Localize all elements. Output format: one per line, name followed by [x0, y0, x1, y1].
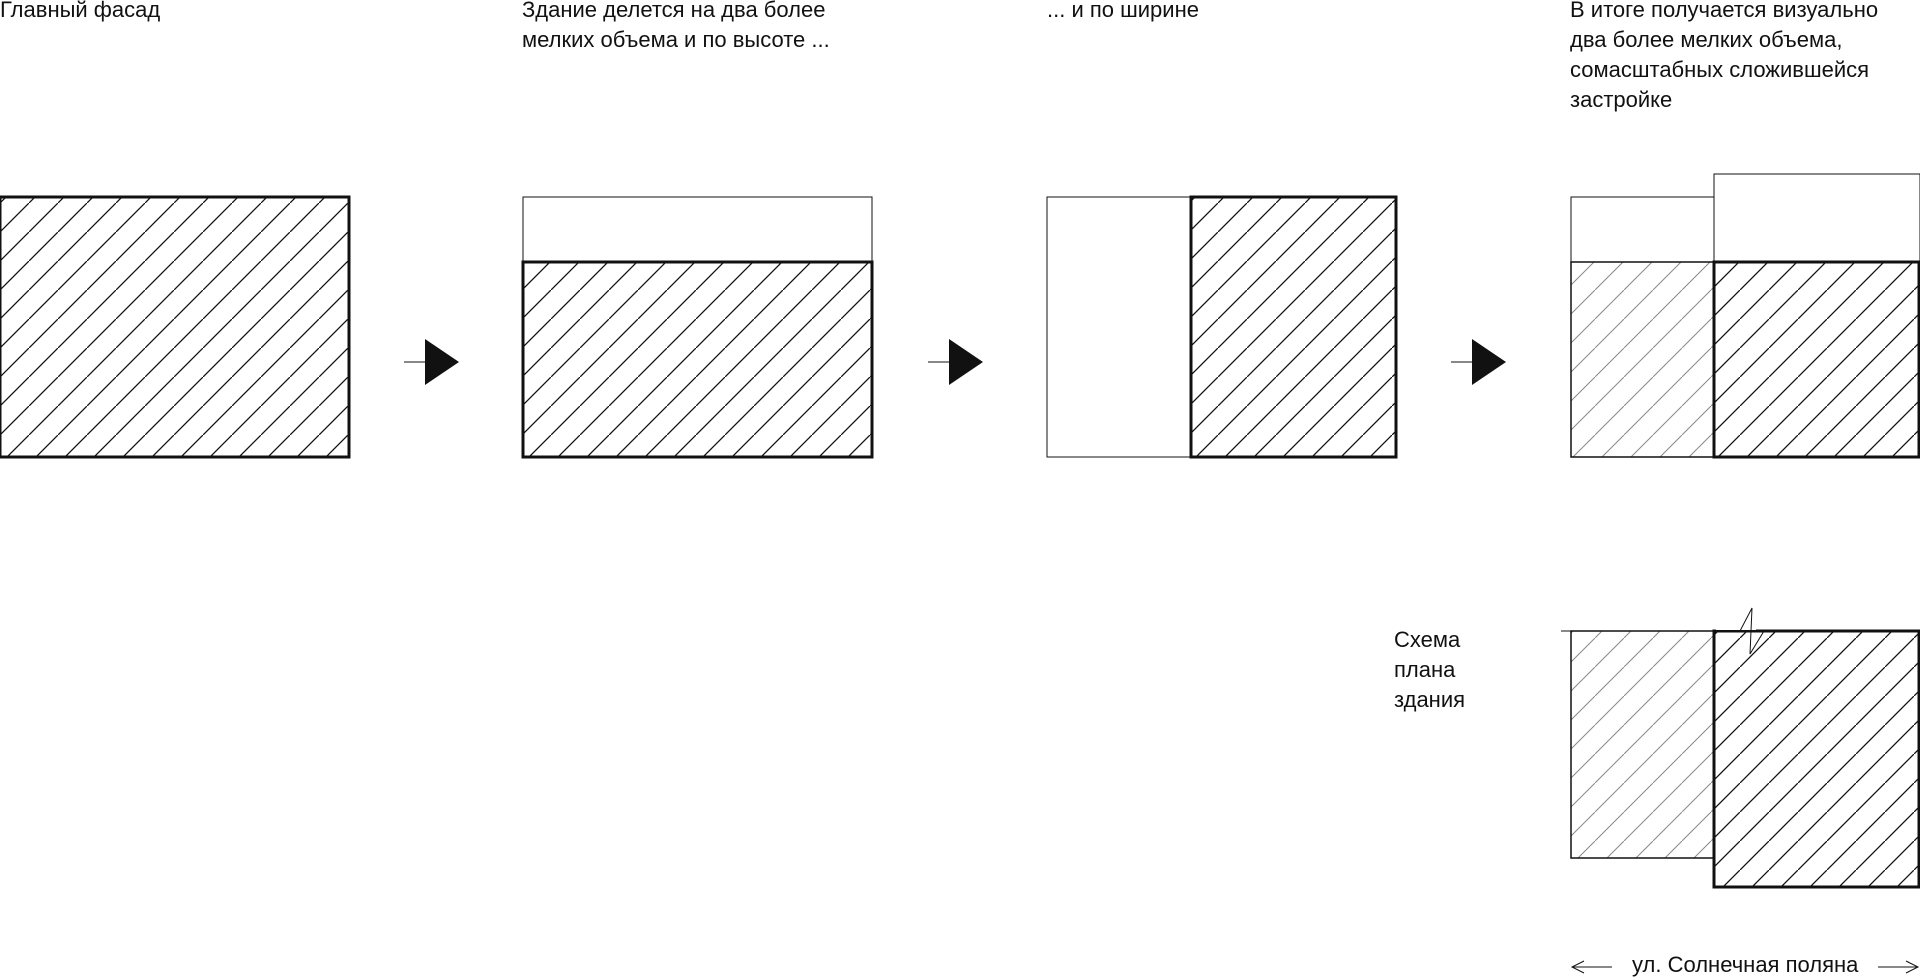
step-2-split-height [523, 197, 872, 457]
right-volume [1191, 197, 1396, 457]
plan-label-line: плана [1394, 657, 1456, 682]
plan-scheme [1561, 606, 1920, 887]
right-arrow-icon [1878, 961, 1918, 973]
caption-line: В итоге получается визуально [1570, 0, 1879, 22]
arrow-right-icon [928, 339, 983, 385]
caption-line: Здание делется на два более [522, 0, 826, 22]
left-arrow-icon [1572, 961, 1612, 973]
facade-volume [0, 197, 349, 457]
plan-label-line: Схема [1394, 627, 1461, 652]
caption-line: застройке [1570, 87, 1673, 112]
plan-right-volume [1714, 631, 1919, 887]
step-4-result [1571, 174, 1920, 457]
plan-label-line: здания [1394, 687, 1466, 712]
caption-line: два более мелких объема, [1570, 27, 1843, 52]
caption-line: Главный фасад [0, 0, 161, 22]
left-upper-volume [1571, 197, 1714, 262]
arrow-right-icon [404, 339, 459, 385]
plan-left-volume [1571, 631, 1714, 858]
caption-line: мелких объема и по высоте ... [522, 27, 830, 52]
right-upper-volume [1714, 174, 1920, 262]
caption-line: ... и по ширине [1047, 0, 1199, 22]
step-3-split-width [1047, 197, 1396, 457]
lower-volume [523, 262, 872, 457]
left-lower-volume [1571, 262, 1714, 457]
street-label: ул. Солнечная поляна [1632, 952, 1859, 977]
step-1-facade [0, 197, 349, 457]
right-lower-volume [1714, 262, 1919, 457]
caption-line: сомасштабных сложившейся [1570, 57, 1870, 82]
upper-volume [523, 197, 872, 262]
left-volume [1047, 197, 1191, 457]
arrow-right-icon [1451, 339, 1506, 385]
